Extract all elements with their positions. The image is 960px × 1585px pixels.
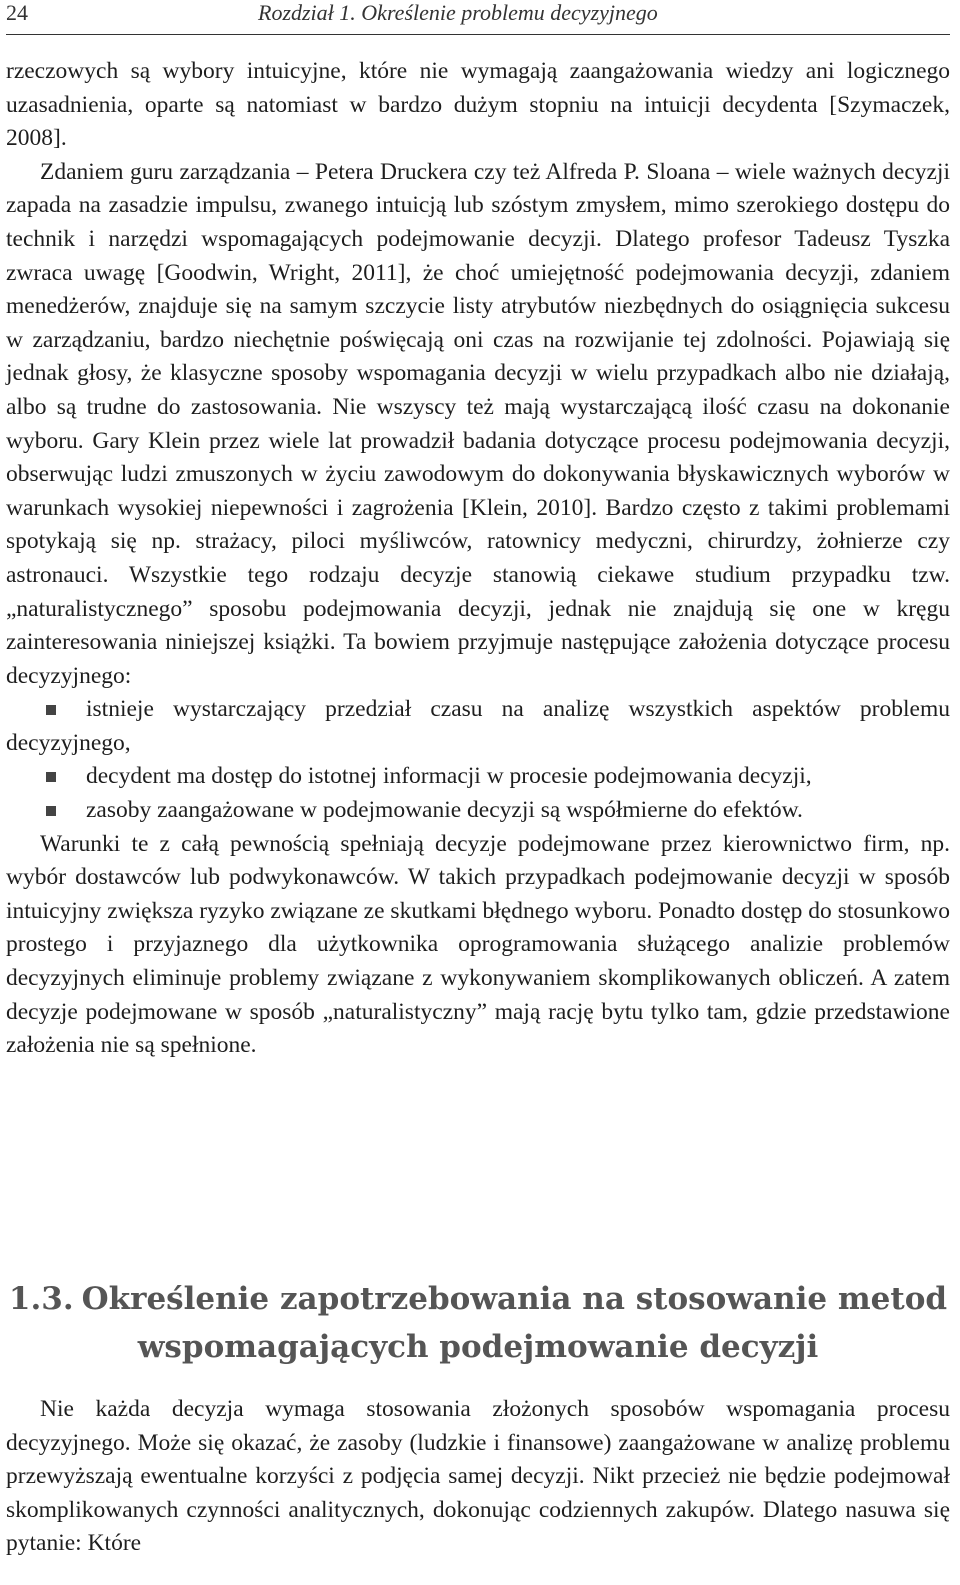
section-paragraph: Nie każda decyzja wymaga stosowania złożonych sposobów wspomagania procesu decyzyjnego. Może się okazać, że zasoby (ludzkie i finansowe) zaangażowane w analizę problemu przewyższają ewentualne korzyści z podjęcia samej decyzji. Nikt przecież nie będzie podejmował skomplikowanych czynności analitycznych, dokonując codziennych zakupów. Dlatego nasuwa się pytanie: Które — [6, 1396, 950, 1557]
square-bullet-icon — [46, 705, 56, 715]
section-body — [6, 1393, 950, 1561]
square-bullet-icon — [46, 806, 56, 816]
section-title-line2: wspomagających podejmowanie decyzji — [137, 1329, 819, 1365]
page-number: 24 — [6, 0, 28, 25]
list-item — [6, 760, 950, 794]
chapter-title: Rozdział 1. Określenie problemu decyzyjnego — [258, 0, 658, 25]
list-item-text: decydent ma dostęp do istotnej informacji w procesie podejmowania decyzji, — [86, 763, 812, 790]
paragraph-continued: rzeczowych są wybory intuicyjne, które nie wymagają zaangażowania wiedzy ani logicznego uzasadnienia, oparte są natomiast w bardzo dużym stopniu na intuicji decydenta [Szymaczek, 2008]. — [6, 58, 950, 152]
paragraph-conditions: Warunki te z całą pewnością spełniają decyzje podejmowane przez kierownictwo firm, np. wybór dostawców lub podwykonawców. W takich przypadkach podejmowanie decyzji w sposób intuicyjny zwiększa ryzyko związane ze skutkami błędnego wyboru. Ponadto dostęp do stosunkowo prostego i przyjaznego dla użytkownika oprogramowania służącego analizie problemów decyzyjnych eliminuje problemy związane z wykonywaniem skomplikowanych obliczeń. A zatem decyzje podejmowane w sposób „naturalistyczny” mają rację bytu tylko tam, gdzie przedstawione założenia nie są spełnione. — [6, 830, 950, 1059]
list-item-text: zasoby zaangażowane w podejmowanie decyzji są współmierne do efektów. — [86, 797, 803, 824]
assumptions-list — [6, 693, 950, 827]
section-heading — [6, 1275, 950, 1371]
section-number: 1.3. — [8, 1281, 74, 1317]
square-bullet-icon — [46, 772, 56, 782]
running-head — [6, 0, 950, 35]
section-heading-line1 — [6, 1275, 950, 1323]
list-item — [6, 693, 950, 760]
list-item-text: istnieje wystarczający przedział czasu na analizę wszystkich aspektów problemu decyzyjnego, — [6, 696, 950, 756]
section-title-line1: Określenie zapotrzebowania na stosowanie metod — [81, 1281, 948, 1317]
body-text — [6, 55, 950, 1063]
paragraph-intuition: Zdaniem guru zarządzania – Petera Druckera czy też Alfreda P. Sloana – wiele ważnych decyzji zapada na zasadzie impulsu, zwanego intuicją lub szóstym zmysłem, mimo szerokiego dostępu do technik i narzędzi wspomagających podejmowanie decyzji. Dlatego profesor Tadeusz Tyszka zwraca uwagę [Goodwin, Wright, 2011], że choć umiejętność podejmowania decyzji, zdaniem menedżerów, znajduje się na samym szczycie listy atrybutów niezbędnych do osiągnięcia sukcesu w zarządzaniu, bardzo niechętnie poświęcają oni czas na rozwijanie tej zdolności. Pojawiają się jednak głosy, że klasyczne sposoby wspomagania decyzji w wielu przypadkach albo nie działają, albo są trudne do zastosowania. Nie wszyscy też mają wystarczającą ilość czasu na dokonanie wyboru. Gary Klein przez wiele lat prowadził badania dotyczące procesu podejmowania decyzji, obserwując ludzi zmuszonych w życiu zawodowym do dokonywania błyskawicznych wyborów w warunkach wysokiej niepewności i zagrożenia [Klein, 2010]. Bardzo często z takimi problemami spotykają się np. strażacy, piloci myśliwców, ratownicy medyczni, chirurdzy, żołnierze czy astronauci. Wszystkie tego rodzaju decyzje stanowią ciekawe studium przypadku tzw. „naturalistycznego” sposobu podejmowania decyzji, jednak nie znajdują się one w kręgu zainteresowania niniejszej książki. Ta bowiem przyjmuje następujące założenia dotyczące procesu decyzyjnego: — [6, 158, 950, 689]
list-item — [6, 794, 950, 828]
